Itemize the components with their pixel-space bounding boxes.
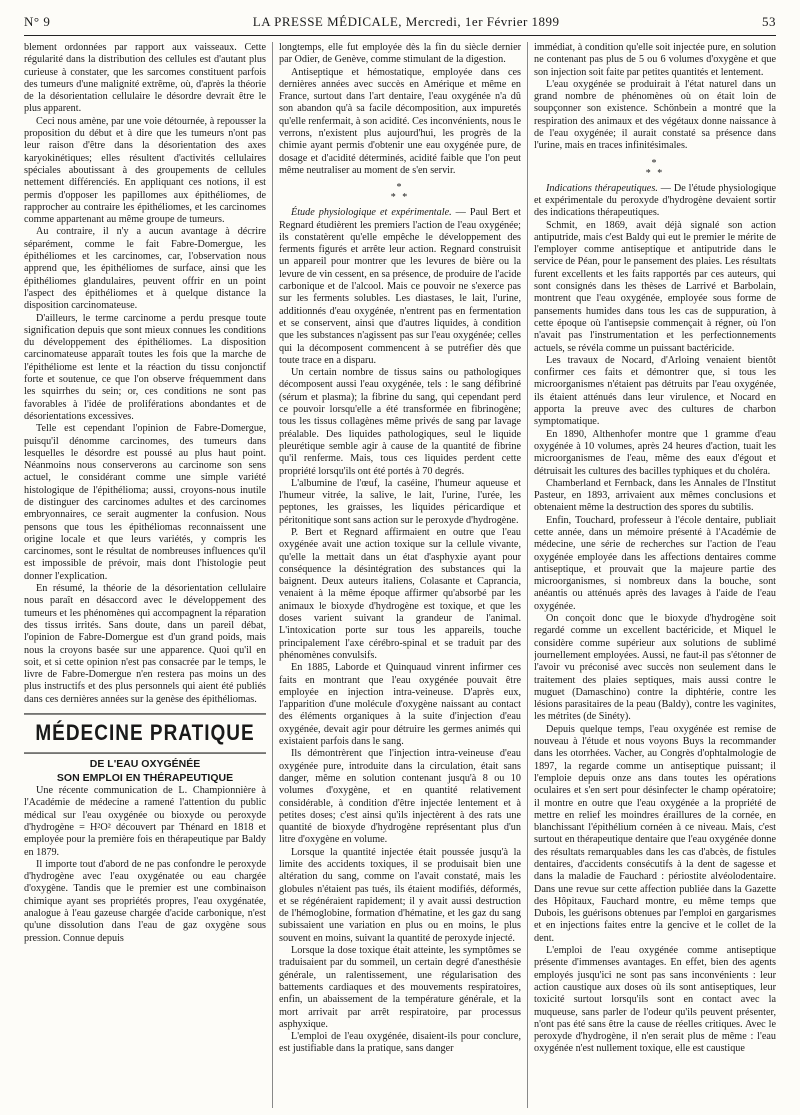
paragraph: Au contraire, il n'y a aucun avantage à décrire séparément, comme le fait Fabre-Domergue, les épithéliomes et les carcinomes, car, l'observation nous apprend que, les épithéliomes de surface, ainsi que les épithéliomes glandulaires, peuvent offrir en un point l'aspect des épithéliomes et à quelque distance la disposition carcinomateuse. bbox=[24, 226, 266, 312]
section-separator: * * * bbox=[390, 182, 410, 204]
issue-number: N° 9 bbox=[24, 14, 51, 29]
paragraph: Ils démontrèrent que l'injection intra-veineuse d'eau oxygénée pure, introduite dans la circulation, était sans danger, même en solution contenant jusqu'à 8 ou 10 volumes d'oxygène, et en quantité relativement considérable, à condition d'être injectée lentement et à petites doses; c'est ainsi qu'ils injectèrent à des rats une quantité de bioxyde d'hydrogène représentant plus d'un litre d'oxygène en volume. bbox=[279, 748, 521, 846]
paragraph: Antiseptique et hémostatique, employée dans ces dernières années avec succès en Amérique et même en France, surtout dans l'art dentaire, l'eau oxygénée n'a dû son abandon qu'à sa facile décomposition, aux impuretés qu'elle renfermait, à son acidité. Ces inconvénients, nous le verrons, n'existent plus aujourd'hui, les progrès de la chimie ayant permis d'obtenir une eau oxygénée pure, de dosage et d'acidité déterminés, acidité faible que l'on peut même neutraliser au moment de s'en servir. bbox=[279, 66, 521, 176]
paragraph: immédiat, à condition qu'elle soit injectée pure, en solution ne contenant pas plus de 5 ou 6 volumes d'oxygène et que son injection soit faite par petites quantités et lentement. bbox=[534, 42, 776, 78]
subsection-heading: Étude physiologique et expérimentale. bbox=[291, 207, 452, 219]
article-subtitle: SON EMPLOI EN THÉRAPEUTIQUE bbox=[56, 772, 234, 785]
paragraph bbox=[534, 183, 776, 220]
journal-title: LA PRESSE MÉDICALE, Mercredi, 1er Février 1899 bbox=[252, 14, 560, 29]
section-separator: * * * bbox=[645, 157, 665, 179]
section-title: MÉDECINE PRATIQUE bbox=[24, 713, 266, 753]
column-divider bbox=[272, 42, 273, 1108]
paragraph: Chamberland et Fernback, dans les Annales de l'Institut Pasteur, en 1893, arrivaient aux mêmes conclusions et obtenaient même la destruction des spores du subtilis. bbox=[534, 477, 776, 514]
paragraph: Une récente communication de L. Championnière à l'Académie de médecine a ramené l'attention du public médical sur l'eau oxygénée ou bioxyde ou peroxyde d'hydrogène = H²O² découvert par Thénard en 1818 et employée pour la première fois en thérapeutique par Baldy en 1879. bbox=[24, 785, 266, 858]
column-3 bbox=[534, 42, 776, 1108]
paragraph: En résumé, la théorie de la désorientation cellulaire nous paraît en désaccord avec le développement des tumeurs et les phénomènes qui accompagnent la réparation des tissus irrités. Sans doute, dans un pareil débat, l'opinion de Fabre-Domergue est d'un grand poids, mais nous la croyons basée sur une apparence. Quoi qu'il en soit, et si cette opinion n'est pas consacrée par le temps, le livre de Fabre-Domergue n'en restera pas moins un des plus instructifs et des plus personnels qui aient été publiés dans ces dernières années sur la genèse des épithéliomas. bbox=[24, 583, 266, 705]
paragraph: Les travaux de Nocard, d'Arloing venaient bientôt confirmer ces faits et démontrer que, si tous les microorganismes n'étaient pas détruits par l'eau oxygénée, ils étaient atténués dans leur virulence, et Nocard en apporta la preuve avec des cultures de charbon symptomatique. bbox=[534, 354, 776, 428]
paragraph: Enfin, Touchard, professeur à l'école dentaire, publiait cette année, dans un mémoire présenté à l'Académie de médecine, une série de recherches sur l'action de l'eau oxygénée employée dans les affections dentaires comme antiseptique, et prouvait que la majeure partie des microorganismes, si nombreux dans la bouche, sont anéantis ou atténués après des lavages à l'aide de l'eau oxygénée. bbox=[534, 514, 776, 612]
column-divider bbox=[527, 42, 528, 1108]
paragraph: En 1885, Laborde et Quinquaud vinrent infirmer ces faits en montrant que l'eau oxygénée pouvait être employée en injection intra-veineuse. D'après eux, l'apparition d'une molécule d'oxygène naissant au contact des éléments organiques à la suite d'injection d'eau oxygénée, devait agir pour détruire les germes animés qui existaient parfois dans le sang. bbox=[279, 662, 521, 748]
article-columns bbox=[24, 42, 776, 1108]
paragraph: L'emploi de l'eau oxygénée comme antiseptique présente d'immenses avantages. En effet, bien des agents employés jusqu'ici ne sont pas sans inconvénients : leur action caustique aux doses où ils sont antiseptiques, leur toxicité surtout lorsqu'ils sont en contact avec la muqueuse, sans parler de l'odeur qu'ils peuvent présenter, n'ont pas été sans être la cause de réelles critiques. Avec le peroxyde d'hydrogène, il n'en serait plus de même : l'eau oxygénée n'est nullement toxique, elle est caustique bbox=[534, 945, 776, 1055]
paragraph: L'albumine de l'œuf, la caséine, l'humeur aqueuse et l'humeur vitrée, la salive, le lait, l'urine, l'urée, les peptones, les graisses, les liquides péricardique et péritonitique sont sans action sur le peroxyde d'hydrogène. bbox=[279, 477, 521, 526]
paragraph-text: — De l'étude physiologique et expérimentale du peroxyde d'hydrogène devaient sortir des indications thérapeutiques. bbox=[534, 182, 776, 219]
header-rule bbox=[24, 35, 776, 36]
paragraph: L'eau oxygénée se produirait à l'état naturel dans un grand nombre de phénomènes où on était loin de soupçonner son existence. Schönbein a montré que la respiration des animaux et des végétaux donne naissance à de l'eau oxygénée; il aurait constaté sa présence dans l'urine, mais en traces infinitésimales. bbox=[534, 78, 776, 152]
paragraph: Il importe tout d'abord de ne pas confondre le peroxyde d'hydrogène avec l'eau oxygénatée ou eau chargée d'oxygène. Tandis que le premier est une combinaison chimique ayant ses propriétés propres, l'eau oxygénatée, analogue à l'eau gazeuse chargée d'acide carbonique, n'est qu'une dissolution dans l'eau de gaz oxygène sous pression. Connue depuis bbox=[24, 858, 266, 944]
paragraph bbox=[279, 207, 521, 367]
page-number: 53 bbox=[761, 14, 776, 29]
paragraph: D'ailleurs, le terme carcinome a perdu presque toute signification depuis que sont mieux connues les conditions du développement des épithéliomes. La disposition carcinomateuse apparaît toutes les fois que la marche de l'épithéliome est lente et la réaction du tissu conjonctif forte et soutenue, ce que l'on observe fréquemment dans les squirrhes du sein; or, ces conditions ne sont pas favorables à l'idée de proliférations abondantes et de désorientations excessives. bbox=[24, 312, 266, 422]
paragraph: blement ordonnées par rapport aux vaisseaux. Cette régularité dans la distribution des cellules est d'autant plus curieuse à constater, que les sarcomes constituent parfois des tumeurs d'une malignité extrême, où, d'après la théorie de la désorientation cellulaire le désordre devrait être le plus apparent. bbox=[24, 42, 266, 115]
page-header bbox=[24, 14, 776, 32]
paragraph: Lorsque la dose toxique était atteinte, les symptômes se traduisaient par du sommeil, un certain degré d'anesthésie générale, un ralentissement, une régularisation des battements cardiaques et des mouvements respiratoires, enfin, un abaissement de la température générale, et la mort arrivait par arrêt respiratoire, par processus asphyxique. bbox=[279, 945, 521, 1030]
column-1 bbox=[24, 42, 266, 1108]
column-2 bbox=[279, 42, 521, 1108]
subsection-heading: Indications thérapeutiques. bbox=[546, 182, 658, 194]
paragraph: L'emploi de l'eau oxygénée, disaient-ils pour conclure, est justifiable dans la pratique, sans danger bbox=[279, 1031, 521, 1055]
paragraph: Depuis quelque temps, l'eau oxygénée est remise de nouveau à l'étude et nous voyons Buys la recommander dans les otorrhées. Vacher, au Congrès d'ophtalmologie de 1897, la regarde comme un antiseptique puissant; il l'emploie depuis onze ans dans toutes les opérations oculaires et s'en sert pour désinfecter le champ opératoire; il montre en outre que l'eau oxygénée a la propriété de mettre en relief les moindres éraillures de la cornée, en blanchissant l'épithélium cornéen à ce niveau. Mais, c'est surtout en thérapeutique dentaire que l'eau oxygénée donne des résultats remarquables dans les cas d'abcès, de fistules dentaires, d'accidents consécutifs à la dent de sagesse et dans la maladie de Fauchard : périostite alvéolodentaire. Dans une revue sur cette affection publiée dans la Gazette des Hôpitaux, Fauchard montre, eu même temps que Dubois, les guérisons obtenues par l'emploi en gargarismes et en injections faites entre la gencive et le collet de la dent. bbox=[534, 723, 776, 944]
article-title: DE L'EAU OXYGÉNÉE bbox=[89, 758, 201, 771]
paragraph: P. Bert et Regnard affirmaient en outre que l'eau oxygénée avait une action toxique sur la cellule vivante, qu'elle la mettait dans un état d'asphyxie ayant pour conséquence la désintégration des substances qui la baignent. Deux auteurs italiens, Colasante et Caprancia, venaient à la même époque affirmer qu'absorbé par les animaux le bioxyde d'hydrogène est toxique, et que les doses varient suivant la grandeur de l'animal. L'intoxication porte sur tous les appareils, touche principalement l'axe cérébro-spinal et se traduit par des phénomènes convulsifs. bbox=[279, 526, 521, 661]
paragraph: Ceci nous amène, par une voie détournée, à repousser la proposition du début et à dire que les tumeurs n'ont pas leur raison d'être dans la désorientation des axes karyokinétiques; elles résultent d'activités cellulaires spéciales aboutissant à des groupements de cellules nettement différenciés. En appliquant ces notions, il est permis d'opposer les papillomes aux épithéliomes, de rapprocher au contraire les épithéliomes, et les carcinomes comme appartenant au même groupe de tumeurs. bbox=[24, 115, 266, 226]
paragraph: En 1890, Althenhofer montre que 1 gramme d'eau oxygénée à 10 volumes, après 24 heures d'action, tuait les microorganismes de l'eau, même des eaux d'égout et détruisait les cultures des bacilles typhiques et du choléra. bbox=[534, 428, 776, 477]
paragraph: Un certain nombre de tissus sains ou pathologiques décomposent aussi l'eau oxygénée, tels : le sang défibriné (sérum et plasma); la fibrine du sang, qui cependant perd ce pouvoir lorsqu'elle a été transformée en fibrinogène; tous les tissus collagènes même privés de sang par lavage préalable. Des liquides pathologiques, seul le liquide pleurétique semble agir à cause de la quantité de fibrine qu'il renferme. Mais, tous ces liquides perdent cette propriété lorsqu'ils ont été portés à 70 degrés. bbox=[279, 367, 521, 477]
paragraph-text: — Paul Bert et Regnard étudièrent les premiers l'action de l'eau oxygénée; ils constatèrent qu'elle empêche le développement des ferments figurés et arrête leur action. Regnard construisit un appareil pour montrer que les levures de bière ou la levure de vin cessent, en sa présence, de produire de l'acide carbonique et de l'alcool. Mais ce pouvoir ne s'exerce pas sur les ferments solubles. Les diastases, le lait, l'urine, additionnés d'eau oxygénée, n'entrent pas en fermentation et se conservent, ainsi que d'autres liquides, à condition que les substances n'agissent pas sur l'eau oxygénée; celles qui la décomposent commencent à se putréfier dès que toute trace en a disparu. bbox=[279, 207, 521, 366]
paragraph: On conçoit donc que le bioxyde d'hydrogène soit regardé comme un excellent bactéricide, et Miquel le considère comme supérieur aux solutions de sublimé journellement employées. Aussi, ne faut-il pas s'étonner de l'avoir vu préconisé avec succès non seulement dans le traitement des plaies septiques, mais aussi contre le muguet (Damaschino) contre la diphtérie, contre les lésions parasitaires de la peau (Baldy), contre les vaginites, les métrites (de Sinéty). bbox=[534, 613, 776, 723]
paragraph: Schmit, en 1869, avait déjà signalé son action antiputride, mais c'est Baldy qui eut le premier le mérite de l'employer comme antiseptique et antiputride dans le service de Péan, pour le pansement des plaies. Les résultats furent excellents et les faits rapportés par ces auteurs, qui sont consignés dans les thèses de Larrivé et Barbolain, montrent que l'eau oxygénée, employée sous forme de pansements humides dans tous les cas de suppuration, à cette époque où l'antisepsie commençait à régner, où l'on n'avait pas l'instrumentation et les perfectionnements actuels, se révéla comme un puissant bactéricide. bbox=[534, 219, 776, 354]
paragraph: Telle est cependant l'opinion de Fabre-Domergue, puisqu'il dénomme carcinomes, des tumeurs dans lesquelles le désordre est poussé au plus haut point. Néanmoins nous conserverons au carcinome son sens actuel, le considérant comme une simple variété histologique de l'épithélioma; aussi, croyons-nous inutile de distinguer des carcinomes adultes et des carcinomes embryonnaires, ce serait augmenter la confusion. Nous pensons que tous les épithéliomas reconnaissent une origine locale et que leurs variétés, y compris les carcinomes, sont le résultat de nombreuses influences qu'il est impossible de prévoir, mais dont l'histologie peut donner l'explication. bbox=[24, 423, 266, 582]
paragraph: Lorsque la quantité injectée était poussée jusqu'à la limite des accidents toxiques, il se produisait bien une altération du sang, comme on l'avait constaté, mais les globules n'étaient pas tués, ils étaient modifiés, déformés, et se régénéraient rapidement; il y avait aussi destruction de l'hémoglobine, formation d'hématine, et les gaz du sang subissaient une variation en plus ou en moins, le plus souvent en moins, suivant la quantité de peroxyde injecté. bbox=[279, 846, 521, 944]
paragraph: longtemps, elle fut employée dès la fin du siècle dernier par Odier, de Genève, comme stimulant de la digestion. bbox=[279, 42, 521, 66]
